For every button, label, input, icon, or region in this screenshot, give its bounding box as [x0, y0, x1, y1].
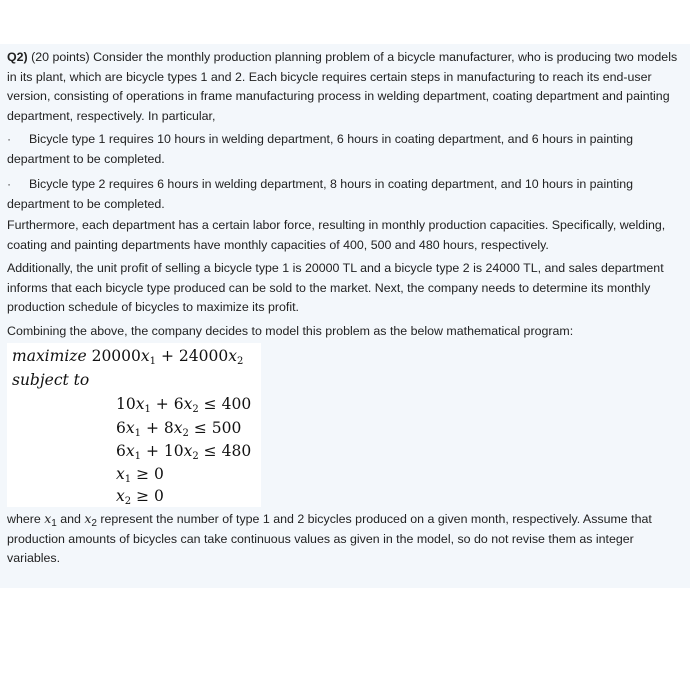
- bullet-type-1-text: Bicycle type 1 requires 10 hours in welding department, 6 hours in coating department, and 6 hours in painting department to be completed.: [7, 132, 634, 166]
- nonneg-x2: $x_2 \ge 0$: [116, 487, 164, 507]
- question-intro: [7, 44, 684, 126]
- question-label: Q2): [7, 50, 28, 64]
- bullet-type-2-text: Bicycle type 2 requires 6 hours in welding department, 8 hours in coating department, and 10 hours in painting department to be completed.: [7, 177, 634, 211]
- bullet-dot-icon: ·: [7, 177, 12, 191]
- bullet-type-2: [7, 175, 684, 214]
- where-paragraph: where $x_1$ and $x_2$ represent the number of type 1 and 2 bicycles produced on a given month, respectively. Assume that production amounts of bicycles can take continuous values as given in the model, so do not revise them as integer variables.: [7, 511, 652, 565]
- capacity-paragraph: Furthermore, each department has a certain labor force, resulting in monthly production capacities. Specifically, welding, coating and painting departments have monthly capacities of 400, 500 and 480 hours, respectively.: [7, 218, 666, 252]
- bullet-type-1: [7, 130, 684, 169]
- constraint-painting: $6x_1 + 10x_2 \le 480$: [116, 442, 252, 462]
- maximize-keyword: maximize: [12, 347, 87, 365]
- question-panel: [0, 44, 690, 588]
- profit-paragraph: Additionally, the unit profit of selling a bicycle type 1 is 20000 TL and a bicycle type 2 is 24000 TL, and sales department informs that each bicycle type produced can be sold to the market. Next, the company needs to determine its monthly production schedule of bicycles to maximize its profit.: [7, 261, 664, 314]
- question-intro-text: (20 points) Consider the monthly production planning problem of a bicycle manufacturer, who is producing two models in its plant, which are bicycle types 1 and 2. Each bicycle requires certain steps in manufacturing to reach its end-user version, consisting of operations in frame manufacturing process in welding department, coating department and painting department, respectively. In particular,: [7, 50, 678, 123]
- math-program: [7, 343, 261, 507]
- constraint-coating: $6x_1 + 8x_2 \le 500$: [116, 419, 242, 439]
- objective-coef-1: 20000: [91, 347, 141, 365]
- objective-coef-2: 24000: [178, 347, 229, 365]
- bullet-dot-icon: ·: [7, 132, 12, 146]
- subject-to-keyword: subject to: [12, 371, 90, 389]
- objective-line: maximize $20000x_1 + 24000x_2$: [12, 347, 244, 367]
- combine-paragraph: Combining the above, the company decides to model this problem as the below mathematical program:: [7, 323, 574, 338]
- constraint-welding: $10x_1 + 6x_2 \le 400$: [116, 395, 252, 415]
- nonneg-x1: $x_1 \ge 0$: [116, 465, 164, 485]
